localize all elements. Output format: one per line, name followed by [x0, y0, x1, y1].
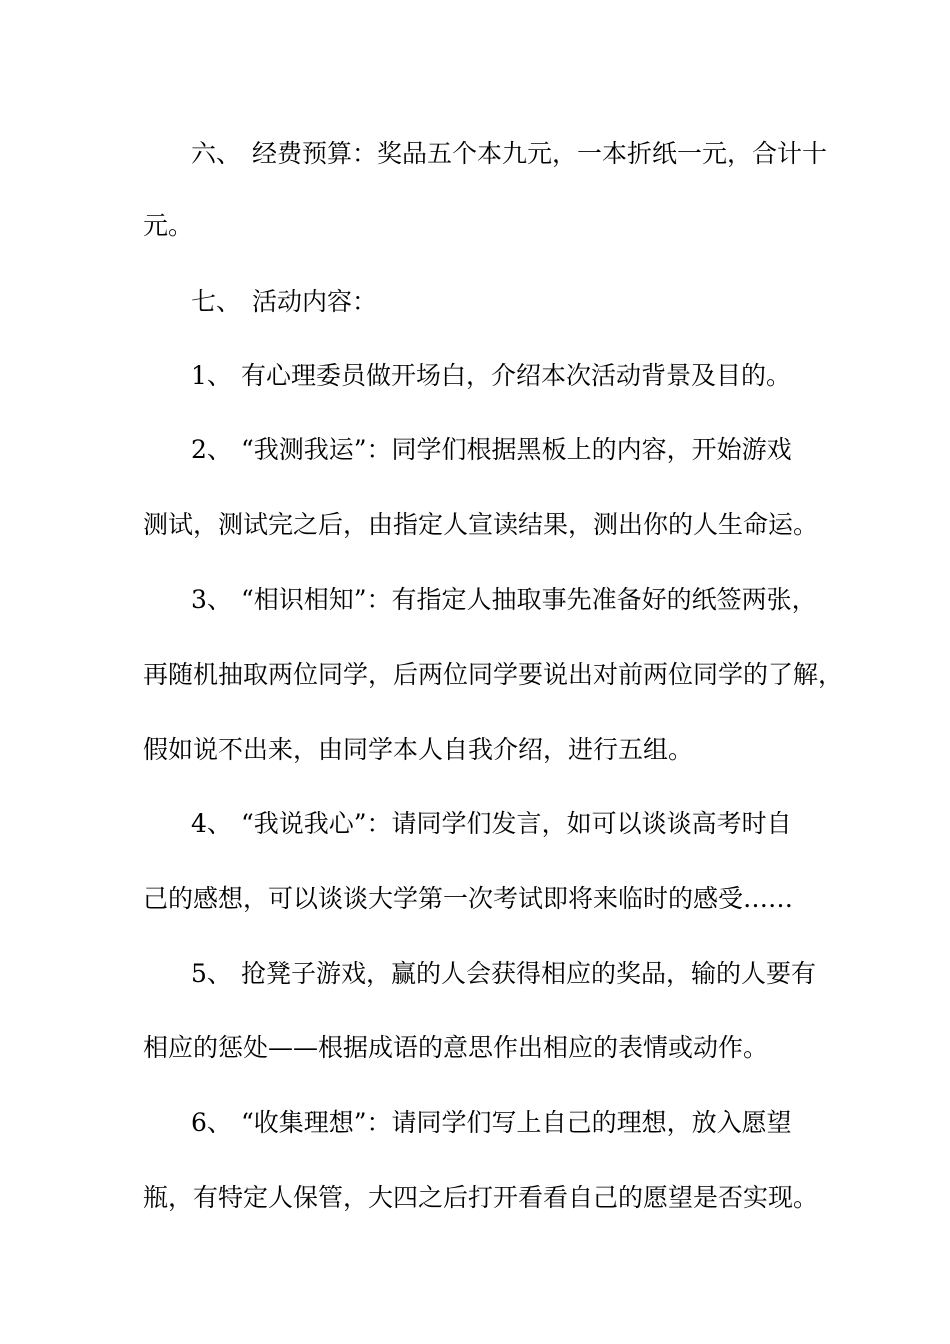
- item-1-line-1: [0, 356, 950, 396]
- item-2-line-1: [0, 430, 950, 470]
- item-6-number: 6、: [191, 1108, 232, 1137]
- section-6-line-1: [0, 134, 950, 174]
- item-5-line-2: [0, 1028, 950, 1068]
- item-2-continuation: 测试，测试完之后，由指定人宣读结果，测出你的人生命运。: [143, 510, 819, 539]
- item-3-line-3: [0, 730, 950, 770]
- item-6-line-2: [0, 1178, 950, 1218]
- item-6-continuation: 瓶，有特定人保管，大四之后打开看看自己的愿望是否实现。: [143, 1183, 819, 1212]
- section-7-heading-line: [0, 282, 950, 322]
- item-4-number: 4、: [191, 809, 232, 838]
- item-5-line-1: [0, 954, 950, 994]
- item-3-line-1: [0, 580, 950, 620]
- item-1-text: 有心理委员做开场白，介绍本次活动背景及目的。: [241, 361, 792, 390]
- item-5-text: 抢凳子游戏，赢的人会获得相应的奖品，输的人要有: [241, 959, 817, 988]
- section-6-line-2: [0, 206, 950, 246]
- section-7-number: 七、: [191, 287, 242, 316]
- item-3-continuation-2: 假如说不出来，由同学本人自我介绍，进行五组。: [143, 735, 694, 764]
- item-3-line-2: [0, 655, 950, 695]
- item-6-text: “收集理想”：请同学们写上自己的理想，放入愿望: [241, 1108, 792, 1137]
- item-3-number: 3、: [191, 585, 232, 614]
- item-3-continuation-1: 再随机抽取两位同学，后两位同学要说出对前两位同学的了解，: [143, 660, 844, 689]
- item-5-number: 5、: [191, 959, 232, 988]
- section-7-heading: 活动内容：: [252, 287, 378, 316]
- item-2-text: “我测我运”：同学们根据黑板上的内容，开始游戏: [241, 435, 792, 464]
- item-3-text: “相识相知”：有指定人抽取事先准备好的纸签两张，: [241, 585, 817, 614]
- item-5-continuation: 相应的惩处——根据成语的意思作出相应的表情或动作。: [143, 1033, 769, 1062]
- section-6-continuation: 元。: [143, 211, 194, 240]
- item-4-line-1: [0, 804, 950, 844]
- item-6-line-1: [0, 1103, 950, 1143]
- item-2-line-2: [0, 505, 950, 545]
- item-4-line-2: [0, 879, 950, 919]
- item-1-number: 1、: [191, 361, 232, 390]
- item-4-continuation: 己的感想，可以谈谈大学第一次考试即将来临时的感受……: [143, 884, 794, 913]
- item-2-number: 2、: [191, 435, 232, 464]
- item-4-text: “我说我心”：请同学们发言，如可以谈谈高考时自: [241, 809, 792, 838]
- section-6-number: 六、: [191, 139, 242, 168]
- section-6-text: 经费预算：奖品五个本九元，一本折纸一元，合计十: [252, 139, 828, 168]
